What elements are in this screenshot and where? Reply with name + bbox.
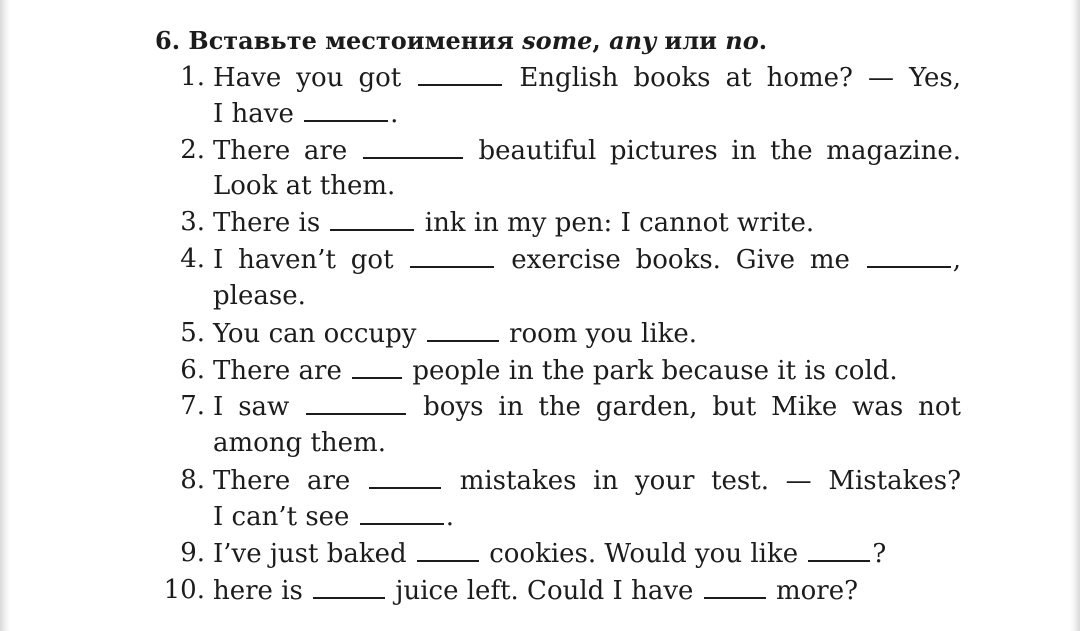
item-text: I haven’t got exercise books. Give me , [213,245,962,275]
answer-blank[interactable] [306,391,406,415]
item-2-continued [155,171,961,207]
answer-blank[interactable] [360,501,444,525]
item-text: here is juice left. Could I have more? [213,576,859,606]
exercise-heading: 6. Вставьте местоимения some, any или no. [155,26,768,55]
item-number: 5. [180,318,205,348]
answer-blank[interactable] [369,465,441,489]
answer-blank[interactable] [704,575,766,599]
item-text: Have you got English books at home? — Yes, [213,63,961,93]
item-2 [155,135,961,171]
item-8 [155,465,961,501]
item-number: 9. [180,538,205,568]
item-7 [155,391,961,427]
item-number: 3. [180,207,205,237]
item-9 [155,538,961,574]
item-number: 7. [180,391,205,421]
item-number: 2. [180,135,205,165]
item-4-continued [155,281,961,317]
item-text: Look at them. [213,171,396,201]
item-text: There is ink in my pen: I cannot write. [213,208,815,238]
item-text: I saw boys in the garden, but Mike was not [213,392,962,422]
item-7-continued [155,428,961,464]
item-text: among them. [213,428,386,458]
item-4 [155,244,961,280]
answer-blank[interactable] [313,575,385,599]
item-text: please. [213,281,306,311]
item-text: There are mistakes in your test. — Mistakes? [213,466,962,496]
answer-blank[interactable] [417,538,479,562]
answer-blank[interactable] [418,62,502,86]
item-10 [155,575,961,611]
item-1-continued [155,98,961,134]
item-number: 1. [180,62,205,92]
item-number: 4. [180,244,205,274]
answer-blank[interactable] [867,244,951,268]
page-edge-right [1070,0,1080,631]
answer-blank[interactable] [304,98,388,122]
item-text: There are people in the park because it is cold. [213,356,898,386]
page-edge-left [0,0,10,631]
item-6 [155,355,961,391]
item-1 [155,62,961,98]
item-text: I’ve just baked cookies. Would you like ? [213,539,887,569]
answer-blank[interactable] [330,207,414,231]
item-3 [155,207,961,243]
item-number: 8. [180,465,205,495]
answer-blank[interactable] [427,318,499,342]
item-text: I can’t see . [213,502,454,532]
item-number: 6. [180,355,205,385]
item-text: You can occupy room you like. [213,319,698,349]
item-text: I have . [213,99,399,129]
item-number: 10. [163,575,205,605]
item-8-continued [155,501,961,537]
answer-blank[interactable] [363,135,463,159]
item-text: There are beautiful pictures in the magazine. [213,136,962,166]
answer-blank[interactable] [410,244,494,268]
answer-blank[interactable] [808,538,870,562]
answer-blank[interactable] [352,355,402,379]
item-5 [155,318,961,354]
